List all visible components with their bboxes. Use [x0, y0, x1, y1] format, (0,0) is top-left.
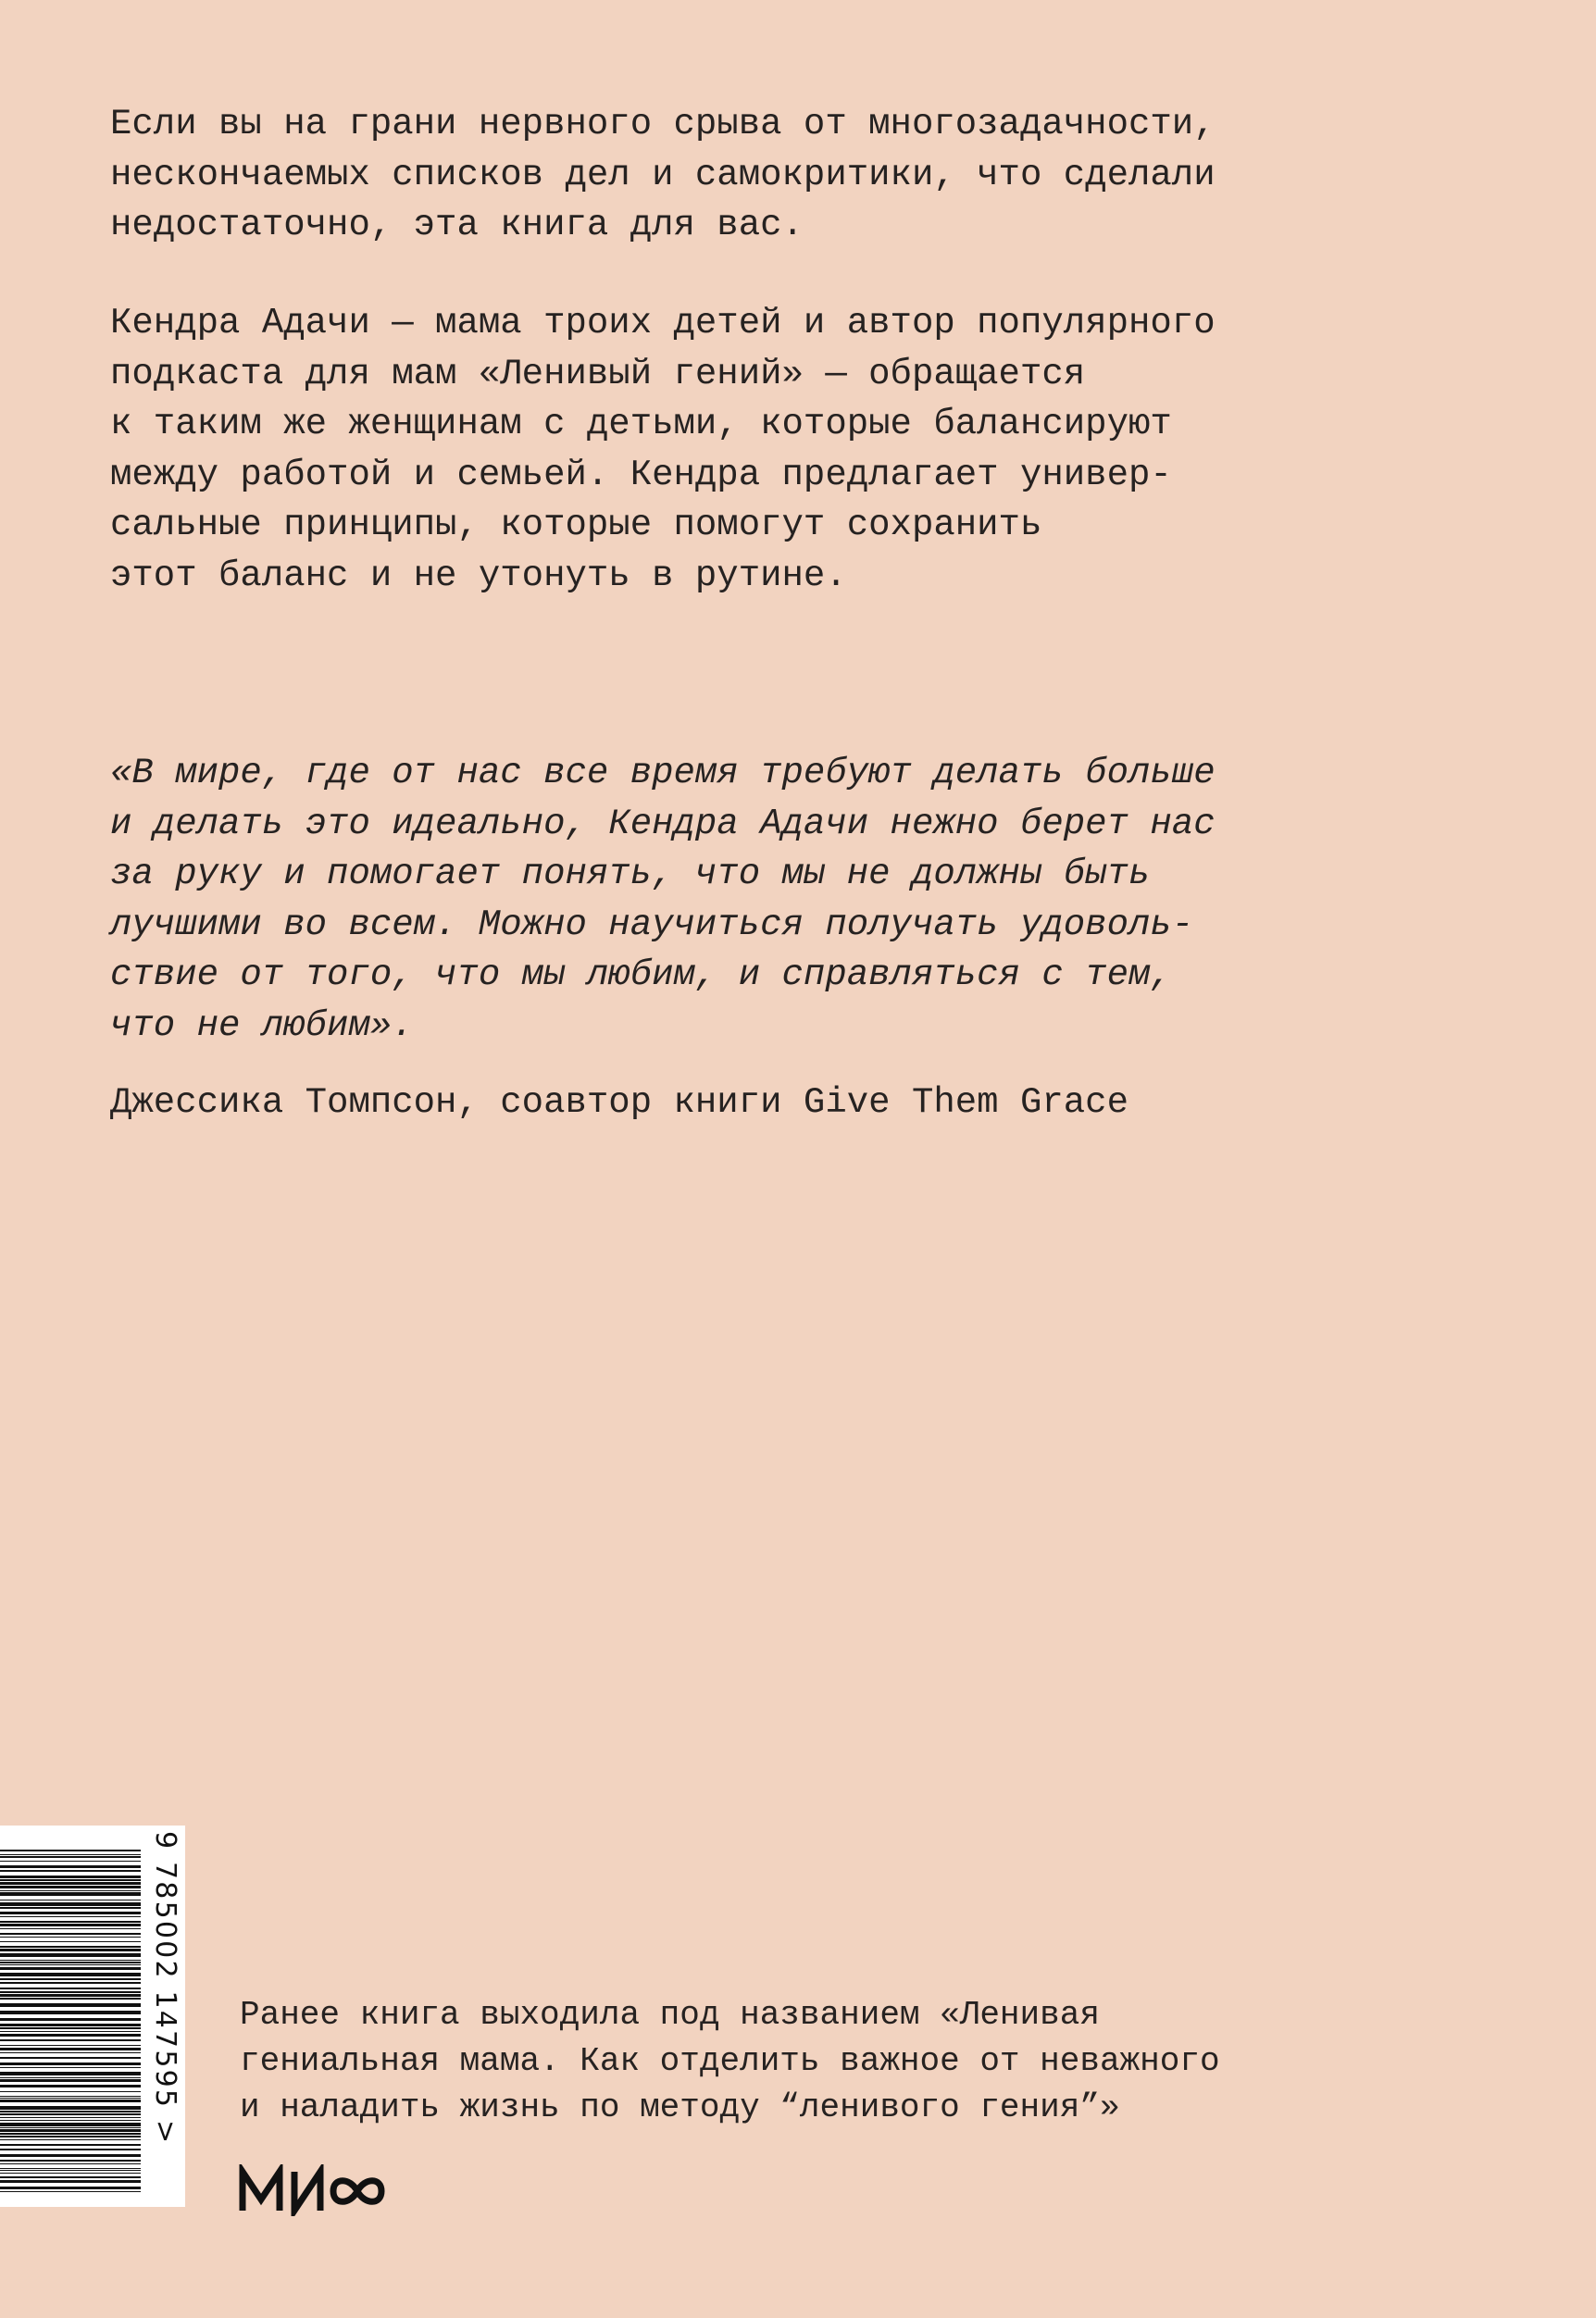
- barcode-bar: [0, 1882, 141, 1885]
- barcode-bar: [0, 1900, 141, 1901]
- barcode-bar: [0, 1907, 141, 1909]
- barcode-bar: [0, 2045, 141, 2046]
- barcode-bar: [0, 1949, 141, 1951]
- barcode-bar: [0, 2077, 141, 2078]
- barcode-bar: [0, 2168, 141, 2169]
- barcode-bar: [0, 2120, 141, 2121]
- barcode-bar: [0, 1879, 141, 1881]
- quote-line: ствие от того, что мы любим, и справляться с тем,: [110, 954, 1172, 995]
- barcode-bar: [0, 2067, 141, 2068]
- about-line: между работой и семьей. Кендра предлагает универ-: [110, 454, 1172, 495]
- barcode-bar: [0, 1865, 141, 1868]
- intro-line: недостаточно, эта книга для вас.: [110, 205, 804, 245]
- barcode-bar: [0, 2039, 141, 2041]
- intro-line: нескончаемых списков дел и самокритики, что сделали: [110, 154, 1216, 195]
- barcode-bar: [0, 1886, 141, 1888]
- barcode-bar: [0, 2139, 141, 2140]
- about-line: этот баланс и не утонуть в рутине.: [110, 555, 847, 596]
- barcode-bar: [0, 1946, 141, 1948]
- barcode-bar: [0, 1890, 141, 1891]
- barcode-bar: [0, 1953, 141, 1957]
- isbn-digits: 9 785002 147595 >: [149, 1831, 181, 2146]
- barcode-bar: [0, 2057, 141, 2059]
- mif-logo-icon: [239, 2164, 387, 2216]
- barcode-bar: [0, 2072, 141, 2075]
- barcode-bar: [0, 2031, 141, 2032]
- barcode-bar: [0, 1870, 141, 1872]
- barcode-bar: [0, 1850, 141, 1851]
- barcode-bar: [0, 2111, 141, 2112]
- barcode-bar: [0, 1933, 141, 1935]
- barcode-bar: [0, 1967, 141, 1970]
- barcode-bar: [0, 1960, 141, 1961]
- barcode-bar: [0, 1916, 141, 1917]
- barcode-bar: [0, 2187, 141, 2189]
- about-line: подкаста для мам «Ленивый гений» — обращается: [110, 353, 1086, 394]
- barcode-bar: [0, 2173, 141, 2174]
- barcode-bar: [0, 1964, 141, 1965]
- barcode-bar: [0, 1994, 141, 1997]
- barcode-bar: [0, 1892, 141, 1896]
- barcode-bar: [0, 1988, 141, 1989]
- quote-attribution: Джессика Томпсон, соавтор книги Give Them Grace: [110, 1082, 1128, 1123]
- barcode-bar: [0, 2098, 141, 2099]
- barcode-bar: [0, 2154, 141, 2157]
- barcode-bar: [0, 2129, 141, 2132]
- barcode-bar: [0, 1991, 141, 1993]
- intro-line: Если вы на грани нервного срыва от многозадачности,: [110, 104, 1216, 144]
- publisher-logo: [239, 2164, 387, 2216]
- quote-line: и делать это идеально, Кендра Адачи нежно берет нас: [110, 803, 1216, 844]
- barcode-bar: [0, 1924, 141, 1926]
- barcode-bar: [0, 2113, 141, 2115]
- barcode-bar: [0, 2096, 141, 2097]
- barcode-bar: [0, 2079, 141, 2082]
- barcode-bar: [0, 2133, 141, 2135]
- barcode-bar: [0, 1856, 141, 1858]
- barcode-bar: [0, 2149, 141, 2150]
- barcode-bar: [0, 2027, 141, 2029]
- barcode-bar: [0, 1921, 141, 1923]
- barcode-bar: [0, 2100, 141, 2102]
- previous-title-note: [240, 1992, 1596, 2131]
- barcode-bar: [0, 1998, 141, 2000]
- intro-paragraph: [110, 99, 1480, 251]
- barcode-bar: [0, 2163, 141, 2164]
- barcode-bar: [0, 1941, 141, 1942]
- barcode-bar: [0, 2003, 141, 2007]
- barcode-bar: [0, 1912, 141, 1914]
- barcode-bar: [0, 2034, 141, 2037]
- barcode-bar: [0, 1982, 141, 1984]
- barcode-bar: [0, 1937, 141, 1938]
- barcode-bar: [0, 1854, 141, 1855]
- barcode-bar: [0, 2136, 141, 2137]
- quote-line: что не любим».: [110, 1004, 414, 1046]
- barcode-bar: [0, 2144, 141, 2146]
- quote-line: «В мире, где от нас все время требуют делать больше: [110, 753, 1216, 793]
- barcode-bar: [0, 2106, 141, 2110]
- barcode-bar: [0, 2127, 141, 2128]
- barcode-bar: [0, 2085, 141, 2087]
- note-line: и наладить жизнь по методу “ленивого гения”»: [240, 2088, 1120, 2126]
- barcode-bar: [0, 2048, 141, 2050]
- barcode-bar: [0, 2123, 141, 2126]
- quote-line: за руку и помогает понять, что мы не должны быть: [110, 854, 1151, 894]
- barcode-bar: [0, 1973, 141, 1976]
- barcode-bar: [0, 1978, 141, 1980]
- barcode-bar: [0, 2170, 141, 2171]
- barcode-bar: [0, 2180, 141, 2183]
- barcode-bar: [0, 2052, 141, 2053]
- testimonial-quote: [110, 748, 1480, 1051]
- barcode-bar: [0, 1962, 141, 1963]
- barcode-bar: [0, 1876, 141, 1878]
- about-line: сальные принципы, которые помогут сохранить: [110, 505, 1042, 545]
- barcode-bar: [0, 2018, 141, 2021]
- note-line: гениальная мама. Как отделить важное от неважного: [240, 2042, 1220, 2080]
- barcode-bar: [0, 2091, 141, 2092]
- quote-line: лучшими во всем. Можно научиться получать удоволь-: [110, 904, 1194, 945]
- about-line: Кендра Адачи — мама троих детей и автор популярного: [110, 303, 1216, 343]
- about-paragraph: [110, 298, 1480, 601]
- barcode-bar: [0, 2063, 141, 2065]
- about-line: к таким же женщинам с детьми, которые балансируют: [110, 404, 1172, 444]
- barcode-bar: [0, 2176, 141, 2178]
- barcode-bar: [0, 1928, 141, 1929]
- barcode-bar: [0, 1861, 141, 1862]
- barcode-bar: [0, 1902, 141, 1906]
- barcode-bar: [0, 2011, 141, 2014]
- note-line: Ранее книга выходила под названием «Ленивая: [240, 1996, 1100, 2034]
- barcode-bar: [0, 2160, 141, 2162]
- barcode-bar: [0, 2191, 141, 2192]
- barcode-bar: [0, 2024, 141, 2026]
- barcode-bar: [0, 2117, 141, 2118]
